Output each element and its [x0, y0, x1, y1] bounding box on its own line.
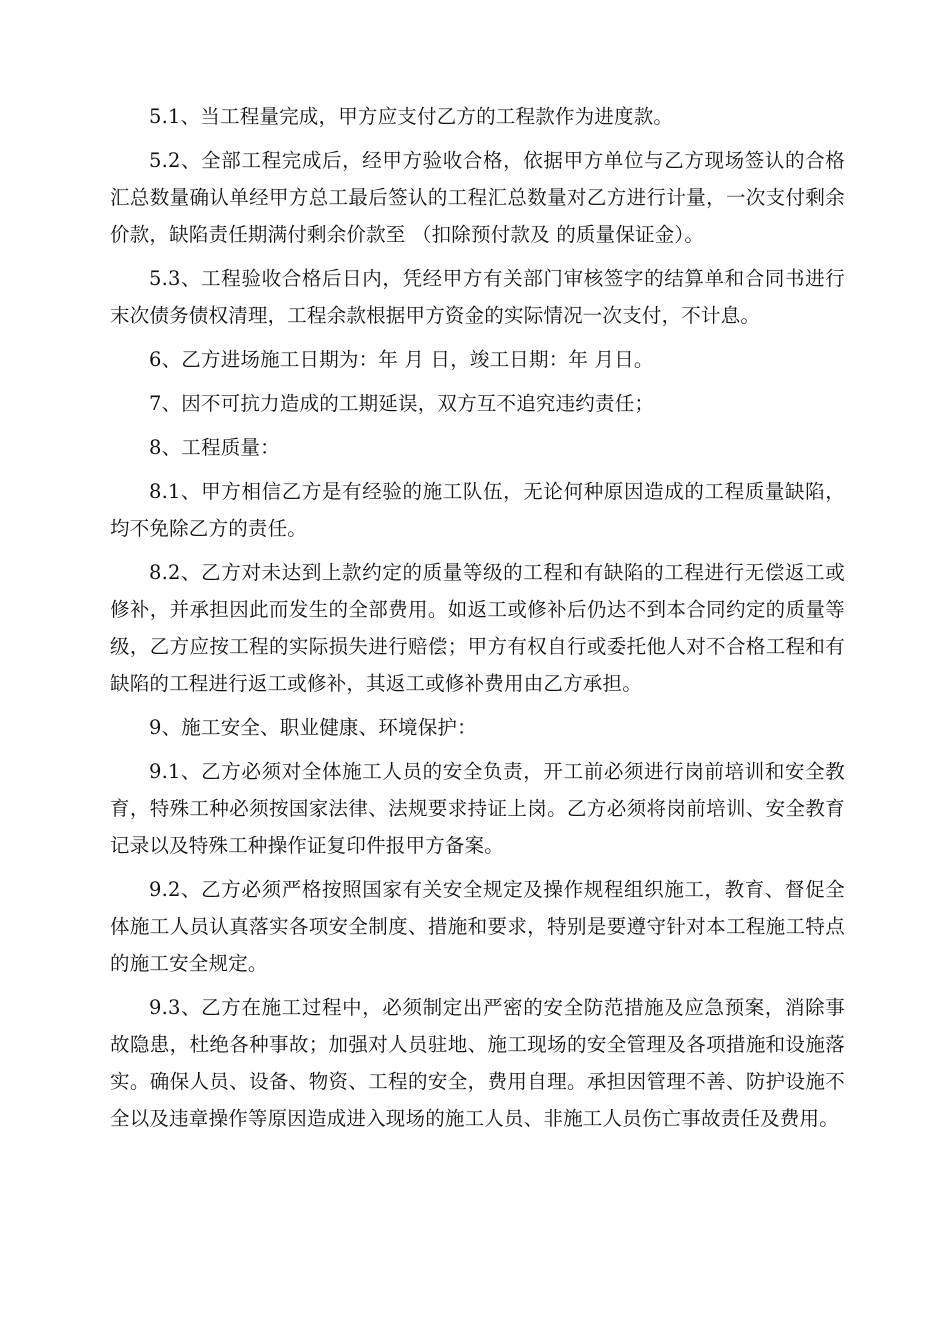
clause-9-1: 9.1、乙方必须对全体施工人员的安全负责，开工前必须进行岗前培训和安全教育，特殊工种必须按国家法律、法规要求持证上岗。乙方必须将岗前培训、安全教育记录以及特殊工种操作证复印件报甲方备案。	[110, 760, 845, 857]
clause-7: 7、因不可抗力造成的工期延误，双方互不追究违约责任；	[149, 392, 655, 415]
clause-5-3: 5.3、工程验收合格后日内，凭经甲方有关部门审核签字的结算单和合同书进行末次债务债权清理，工程余款根据甲方资金的实际情况一次支付，不计息。	[110, 267, 845, 327]
clause-9: 9、施工安全、职业健康、环境保护：	[149, 716, 477, 739]
document-body	[110, 98, 845, 1144]
clause-8: 8、工程质量：	[149, 436, 280, 459]
clause-9-2: 9.2、乙方必须严格按照国家有关安全规定及操作规程组织施工，教育、督促全体施工人员认真落实各项安全制度、措施和要求，特别是要遵守针对本工程施工特点的施工安全规定。	[110, 878, 845, 975]
clause-8-2: 8.2、乙方对未达到上款约定的质量等级的工程和有缺陷的工程进行无偿返工或修补，并承担因此而发生的全部费用。如返工或修补后仍达不到本合同约定的质量等级，乙方应按工程的实际损失进行赔偿；甲方有权自行或委托他人对不合格工程和有缺陷的工程进行返工或修补，其返工或修补费用由乙方承担。	[110, 561, 845, 695]
clause-9-3: 9.3、乙方在施工过程中，必须制定出严密的安全防范措施及应急预案，消除事故隐患，杜绝各种事故；加强对人员驻地、施工现场的安全管理及各项措施和设施落实。确保人员、设备、物资、工程的安全，费用自理。承担因管理不善、防护设施不全以及违章操作等原因造成进入现场的施工人员、非施工人员伤亡事故责任及费用。	[110, 996, 845, 1130]
clause-5-1: 5.1、当工程量完成，甲方应支付乙方的工程款作为进度款。	[149, 105, 674, 128]
clause-5-2: 5.2、全部工程完成后，经甲方验收合格，依据甲方单位与乙方现场签认的合格汇总数量确认单经甲方总工最后签认的工程汇总数量对乙方进行计量，一次支付剩余价款，缺陷责任期满付剩余价款至 （扣除预付款及 的质量保证金）。	[110, 149, 845, 246]
clause-8-1: 8.1、甲方相信乙方是有经验的施工队伍，无论何种原因造成的工程质量缺陷，均不免除乙方的责任。	[110, 480, 845, 540]
clause-6: 6、乙方进场施工日期为：年 月 日，竣工日期：年 月日。	[149, 348, 654, 371]
